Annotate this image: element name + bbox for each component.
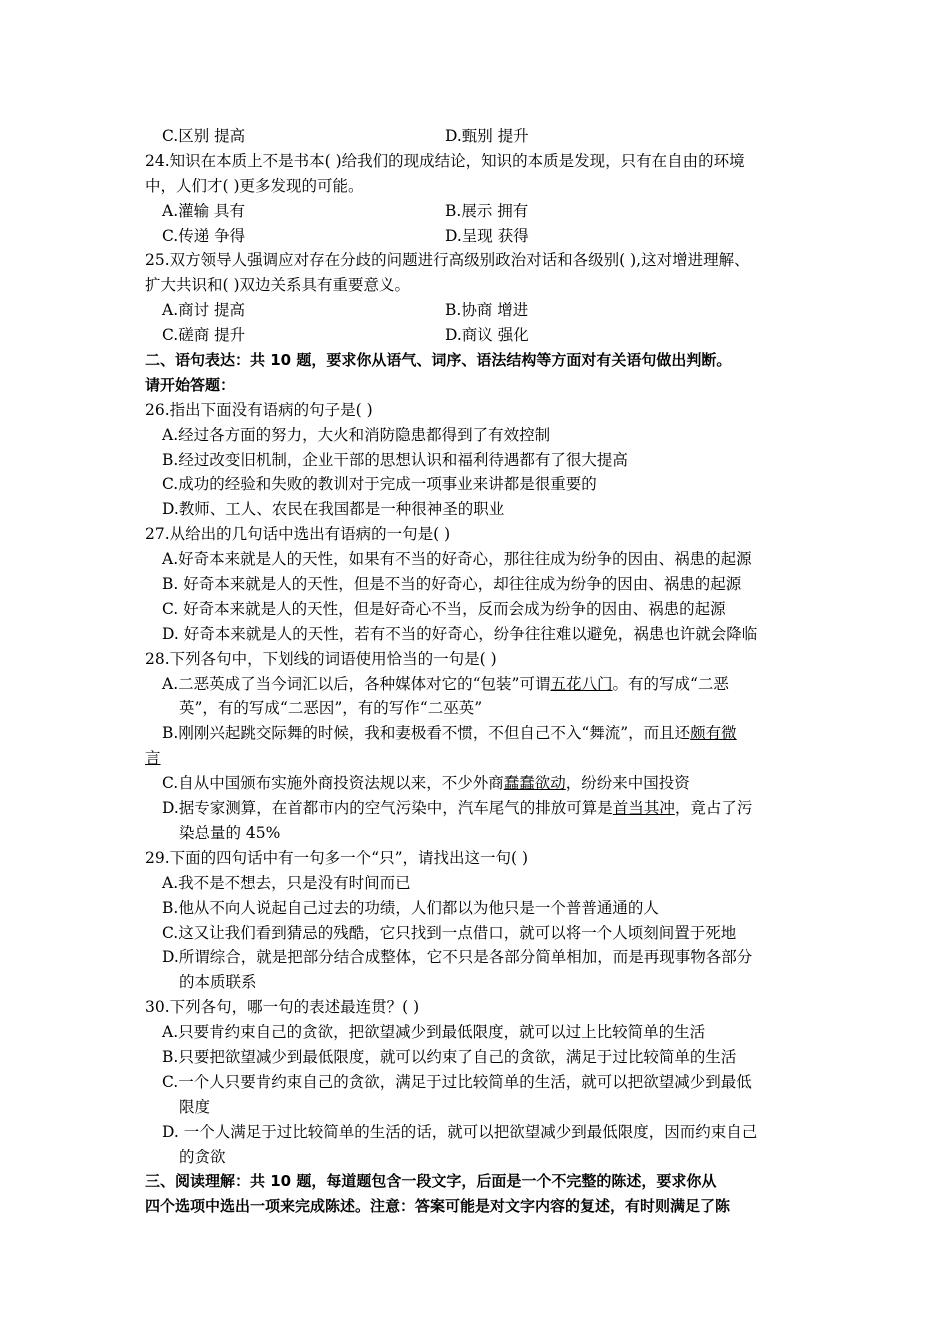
option-b: [145, 721, 810, 746]
option-c-text-end: ，纷纷来中国投资: [565, 774, 690, 793]
option-d-cont: 染总量的 45%: [179, 823, 281, 842]
question-24-cont: 中，人们才( )更多发现的可能。: [145, 176, 364, 195]
option-a: A.好奇本来就是人的天性，如果有不当的好奇心，那往往成为纷争的因由、祸患的起源: [162, 550, 752, 569]
question-25-cont: 扩大共识和( )双边关系具有重要意义。: [145, 276, 411, 295]
q24-options-cd: [145, 224, 810, 249]
question-24: 24.知识在本质上不是书本( )给我们的现成结论，知识的本质是发现，只有在自由的环境: [145, 151, 745, 170]
option-d: D.甄别 提升: [445, 127, 529, 145]
option-b: B.只要把欲望减少到最低限度，就可以约束了自己的贪欲，满足于过比较简单的生活: [162, 1047, 737, 1066]
option-d-cont: 的本质联系: [179, 973, 257, 992]
option-b-cont: [145, 746, 810, 771]
option-b: B. 好奇本来就是人的天性，但是不当的好奇心，却往往成为纷争的因由、祸患的起源: [162, 575, 742, 594]
option-c: C.成功的经验和失败的教训对于完成一项事业来讲都是很重要的: [162, 475, 597, 494]
question-30: 30.下列各句，哪一句的表述最连贯？( ): [145, 998, 420, 1017]
option-d-text-end: ，竟占了污: [674, 799, 753, 818]
option-d: D.呈现 获得: [445, 226, 529, 245]
q24-options-ab: [145, 199, 810, 224]
underlined-term: 颇有微: [690, 724, 737, 743]
option-a: A.只要肯约束自己的贪欲，把欲望减少到最低限度，就可以过上比较简单的生活: [162, 1023, 706, 1042]
option-c: C.这又让我们看到猜忌的残酷，它只找到一点借口，就可以将一个人顷刻间置于死地: [162, 923, 737, 942]
option-b-text: B.刚刚兴起跳交际舞的时候，我和妻极看不惯，不但自己不入“舞流”，而且还: [162, 724, 691, 743]
option-b: B.协商 增进: [445, 301, 529, 320]
option-c: C.区别 提高: [162, 127, 246, 145]
option-c-text: C.自从中国颁布实施外商投资法规以来，不少外商: [162, 774, 504, 793]
option-c: C.一个人只要肯约束自己的贪欲，满足于过比较简单的生活，就可以把欲望减少到最低: [162, 1072, 752, 1091]
option-a: [145, 672, 810, 697]
document-page: [145, 124, 810, 1219]
option-c: [145, 771, 810, 796]
option-a-cont: 英”，有的写成“二恶因”，有的写作“二巫英”: [179, 699, 483, 718]
underlined-term: 蠢蠢欲动: [503, 774, 566, 793]
question-29: 29.下面的四句话中有一句多一个“只”，请找出这一句( ): [145, 848, 529, 867]
option-d-cont: 的贪欲: [179, 1147, 226, 1166]
question-28: 28.下列各句中，下划线的词语使用恰当的一句是( ): [145, 649, 497, 668]
option-a: A.灌输 具有: [162, 201, 246, 220]
option-a-text-end: 。有的写成“二恶: [612, 674, 729, 693]
option-d: D.所谓综合，就是把部分结合成整体，它不只是各部分简单相加，而是再现事物各部分: [162, 948, 753, 967]
underlined-term-cont: 言: [145, 749, 161, 768]
option-d: D. 好奇本来就是人的天性，若有不当的好奇心，纷争往往难以避免，祸患也许就会降临: [162, 624, 758, 643]
option-b: B.经过改变旧机制，企业干部的思想认识和福利待遇都有了很大提高: [162, 450, 628, 469]
option-d: D.商议 强化: [445, 326, 529, 345]
section-2-heading-cont: 请开始答题：: [145, 375, 236, 394]
section-3-heading-cont: 四个选项中选出一项来完成陈述。注意：答案可能是对文字内容的复述，有时则满足了陈: [145, 1197, 731, 1216]
section-3-heading: 三、阅读理解：共 10 题，每道题包含一段文字，后面是一个不完整的陈述，要求你从: [145, 1172, 717, 1191]
q23-options-cd: [145, 124, 810, 149]
underlined-term: 五花八门: [550, 674, 613, 693]
option-c: C.磋商 提升: [162, 326, 246, 345]
option-d: [145, 796, 810, 821]
option-a-text: A.二恶英成了当今词汇以后，各种媒体对它的“包装”可谓: [162, 674, 551, 693]
q25-options-cd: [145, 323, 810, 348]
option-d: D. 一个人满足于过比较简单的生活的话，就可以把欲望减少到最低限度，因而约束自己: [162, 1122, 758, 1141]
question-26: 26.指出下面没有语病的句子是( ): [145, 400, 373, 419]
option-c-cont: 限度: [179, 1097, 211, 1116]
option-c: C.传递 争得: [162, 226, 246, 245]
section-2-heading: 二、语句表达：共 10 题，要求你从语气、词序、语法结构等方面对有关语句做出判断。: [145, 351, 732, 370]
option-b: B.他从不向人说起自己过去的功绩，人们都以为他只是一个普普通通的人: [162, 898, 659, 917]
option-b: B.展示 拥有: [445, 201, 529, 220]
option-a: A.我不是不想去，只是没有时间而已: [162, 873, 411, 892]
option-c: C. 好奇本来就是人的天性，但是好奇心不当，反而会成为纷争的因由、祸患的起源: [162, 599, 726, 618]
underlined-term: 首当其冲: [612, 799, 675, 818]
q25-options-ab: [145, 298, 810, 323]
question-27: 27.从给出的几句话中选出有语病的一句是( ): [145, 525, 451, 544]
question-25: 25.双方领导人强调应对存在分歧的问题进行高级别政治对话和各级别( ),这对增进理解、: [145, 251, 750, 270]
option-a: A.经过各方面的努力，大火和消防隐患都得到了有效控制: [162, 425, 551, 444]
option-a: A.商讨 提高: [162, 301, 246, 320]
option-d: D.教师、工人、农民在我国都是一种很神圣的职业: [162, 500, 505, 519]
option-d-text: D.据专家测算，在首都市内的空气污染中，汽车尾气的排放可算是: [162, 799, 613, 818]
